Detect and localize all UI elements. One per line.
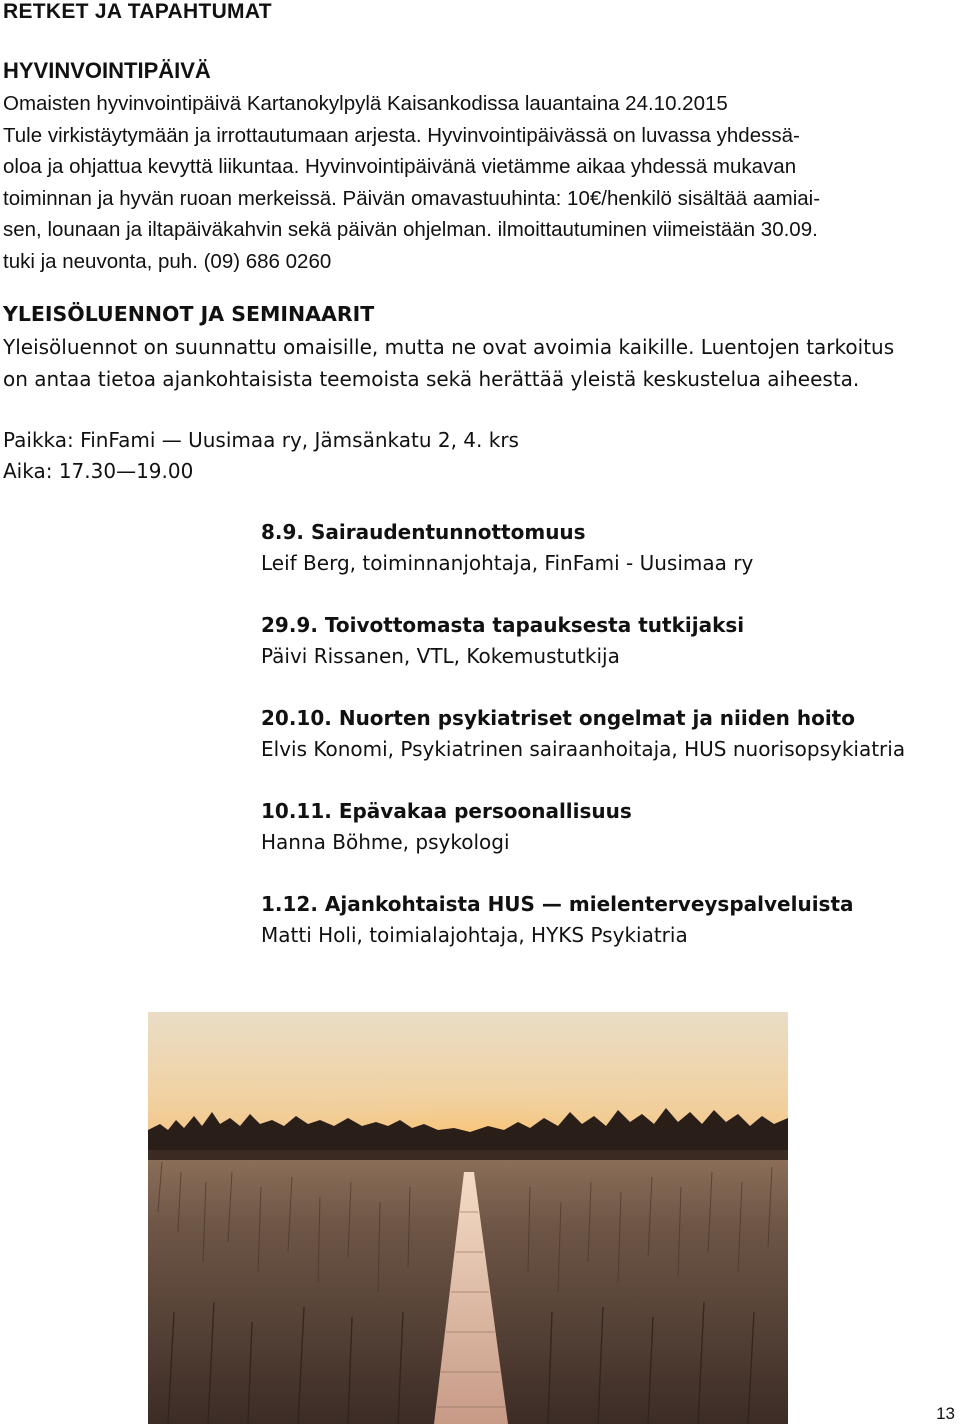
seminars-line: on antaa tietoa ajankohtaisista teemoista sekä herättää yleistä keskustelua aiheesta. (3, 366, 860, 391)
event-item (261, 610, 905, 672)
seminar-time: Aika: 17.30—19.00 (3, 459, 194, 483)
event-heading (261, 889, 905, 920)
wellbeing-line: toiminnan ja hyvän ruoan merkeissä. Päivän omavastuuhinta: 10€/henkilö sisältää aamiai- (3, 186, 821, 210)
wellbeing-day-title: HYVINVOINTIPÄIVÄ (3, 58, 211, 83)
page-heading: RETKET JA TAPAHTUMAT (3, 0, 272, 23)
event-item (261, 889, 905, 951)
event-date: 8.9. (261, 520, 305, 544)
sunset-boardwalk-photo (148, 1012, 788, 1424)
seminars-intro (3, 332, 894, 395)
event-title: Epävakaa persoonallisuus (338, 799, 632, 823)
wellbeing-line: oloa ja ohjattua kevyttä liikuntaa. Hyvinvointipäivänä vietämme aikaa yhdessä mukavan (3, 155, 797, 178)
seminars-line: Yleisöluennot on suunnattu omaisille, mutta ne ovat avoimia kaikille. Luentojen tarkoitus (3, 335, 895, 359)
event-date: 29.9. (261, 613, 318, 637)
event-date: 20.10. (261, 706, 332, 730)
event-title: Ajankohtaista HUS — mielenterveyspalveluista (324, 892, 854, 916)
seminar-location-time (3, 425, 519, 487)
event-title: Nuorten psykiatriset ongelmat ja niiden hoito (338, 706, 855, 730)
page-number: 13 (936, 1404, 955, 1423)
event-item (261, 517, 905, 579)
event-item (261, 703, 905, 765)
event-speaker: Leif Berg, toiminnanjohtaja, FinFami - Uusimaa ry (261, 551, 754, 575)
event-item (261, 796, 905, 858)
wellbeing-line: Tule virkistäytymään ja irrottautumaan arjesta. Hyvinvointipäivässä on luvassa yhdessä- (3, 123, 800, 147)
wellbeing-line: tuki ja neuvonta, puh. (09) 686 0260 (3, 249, 332, 273)
event-title: Sairaudentunnottomuus (311, 520, 586, 544)
event-heading (261, 517, 905, 548)
event-heading (261, 703, 905, 734)
wellbeing-day-text (3, 88, 953, 277)
event-title: Toivottomasta tapauksesta tutkijaksi (324, 613, 745, 637)
seminars-title: YLEISÖLUENNOT JA SEMINAARIT (3, 302, 375, 326)
event-heading (261, 610, 905, 641)
event-speaker: Päivi Rissanen, VTL, Kokemustutkija (261, 644, 620, 668)
event-date: 10.11. (261, 799, 332, 823)
event-date: 1.12. (261, 892, 318, 916)
event-speaker: Matti Holi, toimialajohtaja, HYKS Psykiatria (261, 923, 688, 947)
event-speaker: Elvis Konomi, Psykiatrinen sairaanhoitaja, HUS nuorisopsykiatria (261, 737, 906, 761)
wellbeing-line: sen, lounaan ja iltapäiväkahvin sekä päivän ohjelman. ilmoittautuminen viimeistään 30.09. (3, 218, 818, 241)
event-heading (261, 796, 905, 827)
seminar-place: Paikka: FinFami — Uusimaa ry, Jämsänkatu 2, 4. krs (3, 428, 519, 452)
seminar-event-list (261, 517, 905, 982)
wellbeing-line: Omaisten hyvinvointipäivä Kartanokylpylä Kaisankodissa lauantaina 24.10.2015 (3, 92, 728, 115)
event-speaker: Hanna Böhme, psykologi (261, 830, 510, 854)
